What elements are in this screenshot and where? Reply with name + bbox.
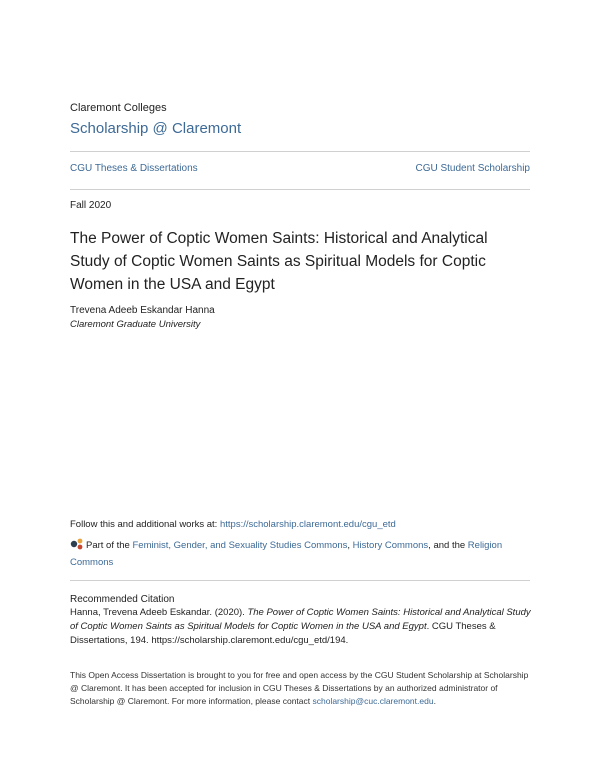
follow-prefix: Follow this and additional works at: — [70, 519, 220, 530]
author-affiliation: Claremont Graduate University — [70, 319, 201, 330]
footer-text: This Open Access Dissertation is brought to you for free and open access by the CGU Student Scholarship at Scholarship @ Claremont. It has been accepted for inclusion in CGU Theses & Dissertations by an authorized administrator of Scholarship @ Claremont. For more information, please contact — [70, 670, 529, 706]
header-divider — [70, 151, 530, 152]
collection-url-link[interactable]: https://scholarship.claremont.edu/cgu_etd — [219, 519, 396, 530]
contact-email-link[interactable]: scholarship@cuc.claremont.edu — [312, 696, 434, 706]
citation-authors: Hanna, Trevena Adeeb Eskandar. (2020). — [70, 607, 248, 618]
institution-name: Claremont Colleges — [70, 102, 167, 114]
part-of-sep1: , — [347, 540, 353, 551]
citation-rest: . CGU Theses & Dissertations, 194. https://scholarship.claremont.edu/cgu_etd/194. — [70, 621, 496, 646]
author-name: Trevena Adeeb Eskandar Hanna — [70, 305, 215, 316]
feminist-commons-link[interactable]: Feminist, Gender, and Sexuality Studies Commons — [132, 540, 348, 551]
religion-commons-link[interactable]: Religion Commons — [70, 540, 503, 568]
follow-line — [70, 519, 396, 530]
term: Fall 2020 — [70, 200, 112, 211]
student-scholarship-link[interactable]: CGU Student Scholarship — [415, 163, 530, 174]
history-commons-link[interactable]: History Commons — [352, 540, 429, 551]
theses-dissertations-link[interactable]: CGU Theses & Dissertations — [70, 163, 198, 174]
part-of-line — [70, 537, 530, 571]
network-icon — [70, 538, 84, 550]
part-of-prefix: Part of the — [86, 540, 133, 551]
part-of-sep2: , and the — [428, 540, 468, 551]
citation-divider — [70, 580, 530, 581]
repository-link[interactable]: Scholarship @ Claremont — [70, 120, 242, 137]
footer-notice — [70, 669, 535, 708]
footer-end: . — [433, 696, 436, 706]
citation-heading: Recommended Citation — [70, 594, 175, 605]
citation-body — [70, 606, 535, 648]
nav-divider — [70, 189, 530, 190]
dissertation-title: The Power of Coptic Women Saints: Historical and Analytical Study of Coptic Women Saints as Spiritual Models for Coptic Women in the USA and Egypt — [70, 230, 488, 293]
citation-title: The Power of Coptic Women Saints: Historical and Analytical Study of Coptic Women Saints as Spiritual Models for Coptic Women in the USA and Egypt — [70, 607, 531, 632]
